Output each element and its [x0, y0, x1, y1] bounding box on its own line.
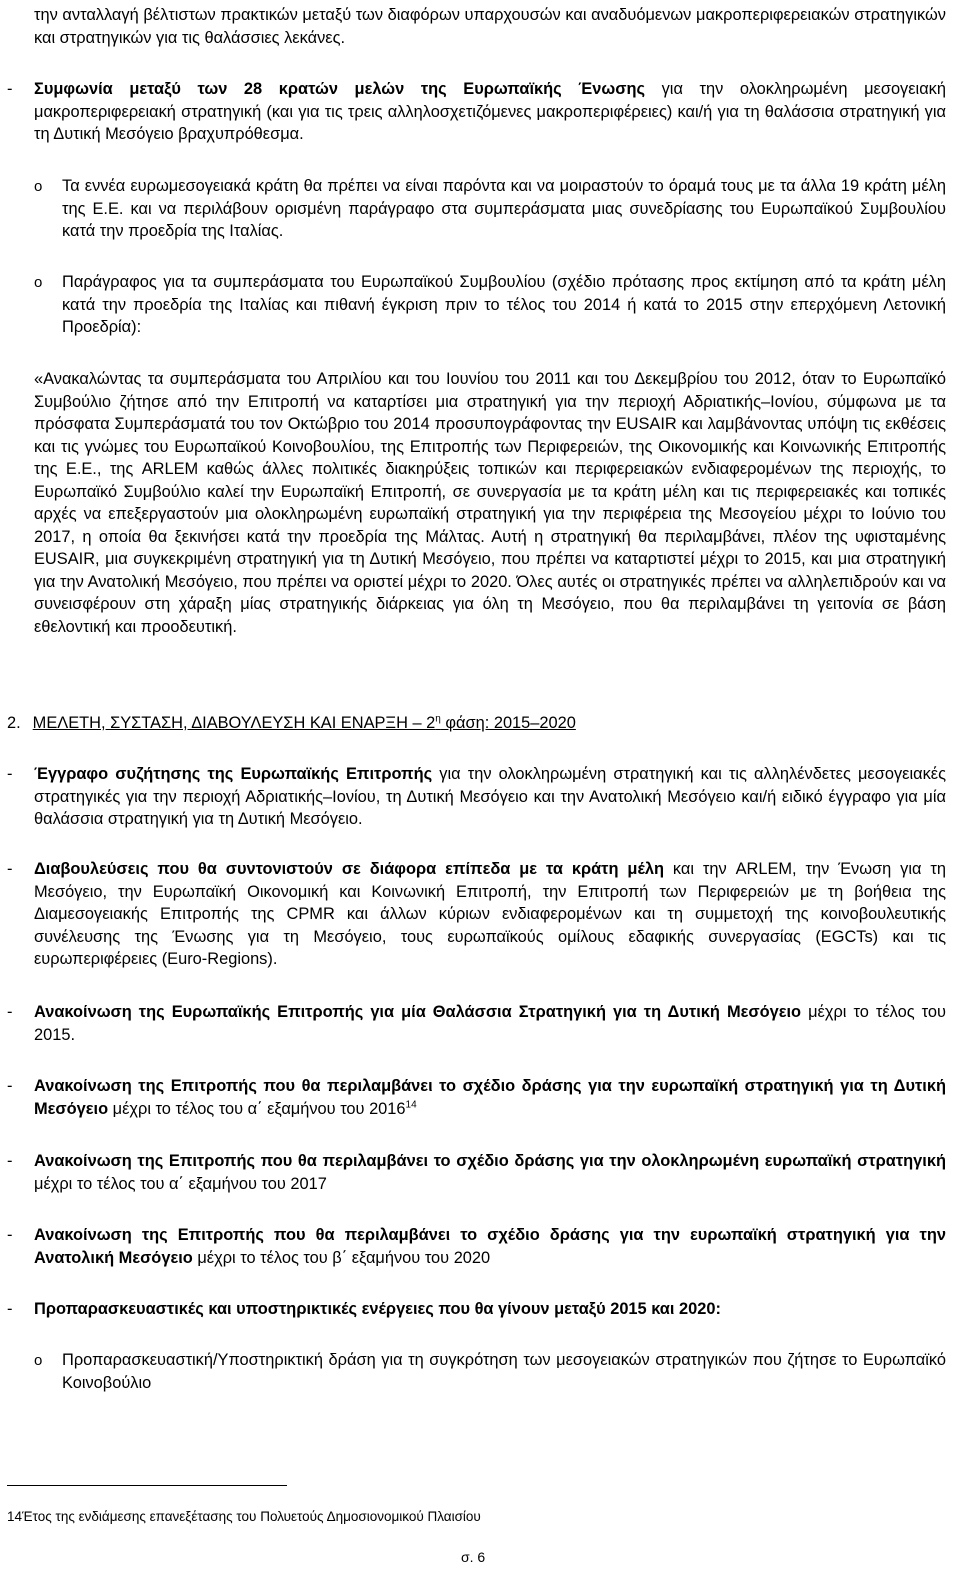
item-action-plan-east: Ανακοίνωση της Επιτροπής που θα περιλαμβάνει το σχέδιο δράσης για την ευρωπαϊκή στρατηγική για την Ανατολική Μεσόγειο μέχρι το τέλος του β΄ εξαμήνου του 2020 [34, 1226, 946, 1267]
sub-bullet-text: Παράγραφος για τα συμπεράσματα του Ευρωπαϊκού Συμβουλίου (σχέδιο πρότασης προς εκτίμηση από τα κράτη μέλη κατά την προεδρία της Ιταλίας και πιθανή έγκριση πριν το τέλος του 2014 ή κατά το 2015 στην επερχόμενη Λετονική Προεδρία): [62, 273, 946, 336]
item-dash: - [7, 860, 13, 878]
quote-paragraph [34, 368, 946, 638]
sub-bullet-marker: o [34, 274, 43, 291]
sub-bullet-nine-states [62, 175, 946, 243]
item-action-plan-west: Ανακοίνωση της Επιτροπής που θα περιλαμβάνει το σχέδιο δράσης για την ευρωπαϊκή στρατηγική για τη Δυτική Μεσόγειο μέχρι το τέλος του α΄ εξαμήνου του 2016$^{14}$ [34, 1077, 946, 1118]
page-number: σ. 6 [461, 1549, 486, 1565]
footnote-separator [7, 1485, 287, 1486]
section-heading [7, 712, 946, 735]
sub-bullet-text: Τα εννέα ευρωμεσογειακά κράτη θα πρέπει να είναι παρόντα και να μοιραστούν το όραμά τους με τα άλλα 19 κράτη μέλη της Ε.Ε. και να περιλάβουν ορισμένη παράγραφο στα συμπεράσματα μιας συνεδρίασης του Ευρωπαϊκού Συμβουλίου κατά την προεδρία της Ιταλίας. [62, 177, 946, 240]
section-number: 2. [7, 714, 21, 732]
bullet-dash: - [7, 80, 13, 98]
sub-bullet-preparatory-action [62, 1349, 946, 1394]
item-action-plan-integrated: Ανακοίνωση της Επιτροπής που θα περιλαμβάνει το σχέδιο δράσης για την ολοκληρωμένη ευρωπαϊκή στρατηγική μέχρι το τέλος του α΄ εξαμήνου του 2017 [34, 1152, 946, 1193]
section-title: ΜΕΛΕΤΗ, ΣΥΣΤΑΣΗ, ΔΙΑΒΟΥΛΕΥΣΗ ΚΑΙ ΕΝΑΡΞΗ – $2^\eta$ φάση: 2015–2020 [32, 713, 576, 732]
item-dash: - [7, 1300, 13, 1318]
item-preparatory-actions: Προπαρασκευαστικές και υποστηρικτικές ενέργειες που θα γίνουν μεταξύ 2015 και 2020: [34, 1300, 721, 1318]
bullet-agreement [34, 78, 946, 146]
footnote-reference: 14 [405, 1099, 417, 1111]
continuation-paragraph [34, 4, 946, 49]
footnote: 14Έτος της ενδιάμεσης επανεξέτασης του Πολυετούς Δημοσιονομικού Πλαισίου [7, 1509, 481, 1524]
item-dash: - [7, 1226, 13, 1244]
bullet-agreement-text: για την ολοκληρωμένη μεσογειακή μακροπεριφερειακή στρατηγική (και για τις τρεις αλληλοσχετιζόμενες μακροπεριφέρειες) και/ή για τη θαλάσσια στρατηγική για τη Δυτική Μεσόγειο βραχυπρόθεσμα. [34, 80, 946, 143]
sub-bullet-marker: o [34, 1352, 43, 1369]
item-maritime-communication: Ανακοίνωση της Ευρωπαϊκής Επιτροπής για μία Θαλάσσια Στρατηγική για τη Δυτική Μεσόγειο μέχρι το τέλος του 2015. [34, 1003, 946, 1044]
item-dash: - [7, 1077, 13, 1095]
item-discussion-paper: Έγγραφο συζήτησης της Ευρωπαϊκής Επιτροπής για την ολοκληρωμένη στρατηγική και τις αλληλένδετες μεσογειακές στρατηγικές για την περιοχή Αδριατικής–Ιονίου, τη Δυτική Μεσόγειο και την Ανατολική Μεσόγειο και/ή ειδικό έγγραφο για μία θαλάσσια στρατηγική για τη Δυτική Μεσόγειο. [34, 765, 946, 828]
sub-bullet-text: Προπαρασκευαστική/Υποστηρικτική δράση για τη συγκρότηση των μεσογειακών στρατηγικών που ζήτησε το Ευρωπαϊκό Κοινοβούλιο [62, 1351, 946, 1392]
continuation-text: την ανταλλαγή βέλτιστων πρακτικών μεταξύ των διαφόρων υπαρχουσών και αναδυόμενων μακροπεριφερειακών στρατηγικών και στρατηγικών για τις θαλάσσιες λεκάνες. [34, 6, 946, 47]
item-consultations: Διαβουλεύσεις που θα συντονιστούν σε διάφορα επίπεδα με τα κράτη μέλη και την ARLEM, την Ένωση για τη Μεσόγειο, την Ευρωπαϊκή Οικονομική και Κοινωνική Επιτροπή, την Επιτροπή των Περιφερειών με τη βοήθεια της Διαμεσογειακής Επιτροπής της CPMR και άλλων κύριων ενδιαφερομένων και τη συμμετοχή της κοινοβουλευτικής συνέλευσης της Ένωσης για τη Μεσόγειο, τους ευρωπαϊκούς ομίλους εδαφικής συνεργασίας (EGCTs) και τις ευρωπεριφέρειες (Euro-Regions). [34, 860, 946, 968]
item-dash: - [7, 1003, 13, 1021]
sub-bullet-marker: o [34, 178, 43, 195]
bullet-agreement-bold: Συμφωνία μεταξύ των 28 κρατών μελών της Ευρωπαϊκής Ένωσης [34, 80, 645, 98]
quote-text: «Ανακαλώντας τα συμπεράσματα του Απριλίου και του Ιουνίου του 2011 και του Δεκεμβρίου του 2012, όταν το Ευρωπαϊκό Συμβούλιο ζήτησε από την Επιτροπή να καταρτίσει μια στρατηγική για την περιοχή Αδριατικής–Ιονίου, σύμφωνα με τα πρόσφατα Συμπεράσματά του τον Οκτώβριο του 2014 προσυπογράφοντας την EUSAIR και λαμβάνοντας υπόψη τις εκθέσεις και τις γνώμες του Ευρωπαϊκού Κοινοβουλίου, της Επιτροπής των Περιφερειών, της Οικονομικής και Κοινωνικής Επιτροπής της Ε.Ε., της ARLEM καθώς άλλες πολιτικές διακηρύξεις τοπικών και περιφερειακών ενδιαφερομένων της περιοχής, το Ευρωπαϊκό Συμβούλιο καλεί την Ευρωπαϊκή Επιτροπή, σε συνεργασία με τα κράτη μέλη και τις περιφερειακές και τοπικές αρχές να επεξεργαστούν μια ολοκληρωμένη ευρωπαϊκή στρατηγική για την περιφέρεια της Μεσογείου μέχρι το Ιούνιο του 2017, η οποία θα ξεκινήσει κατά την προεδρία της Μάλτας. Αυτή η στρατηγική θα περιλαμβάνει, πλέον της υφισταμένης EUSAIR, μια συγκεκριμένη στρατηγική για τη Δυτική Μεσόγειο, που πρέπει να καταρτιστεί μέχρι το 2015, και μια στρατηγική για την Ανατολική Μεσόγειο, που πρέπει να οριστεί μέχρι το 2020. Όλες αυτές οι στρατηγικές πρέπει να αλληλεπιδρούν και να συνεισφέρουν στη χάραξη μίας στρατηγικής διάρκειας για όλη τη Μεσόγειο, που θα περιλαμβάνει τη γειτονία σε βάση εθελοντική και προοδευτική. [34, 370, 946, 636]
item-dash: - [7, 765, 13, 783]
sub-bullet-paragraph-proposal [62, 271, 946, 339]
item-dash: - [7, 1152, 13, 1170]
